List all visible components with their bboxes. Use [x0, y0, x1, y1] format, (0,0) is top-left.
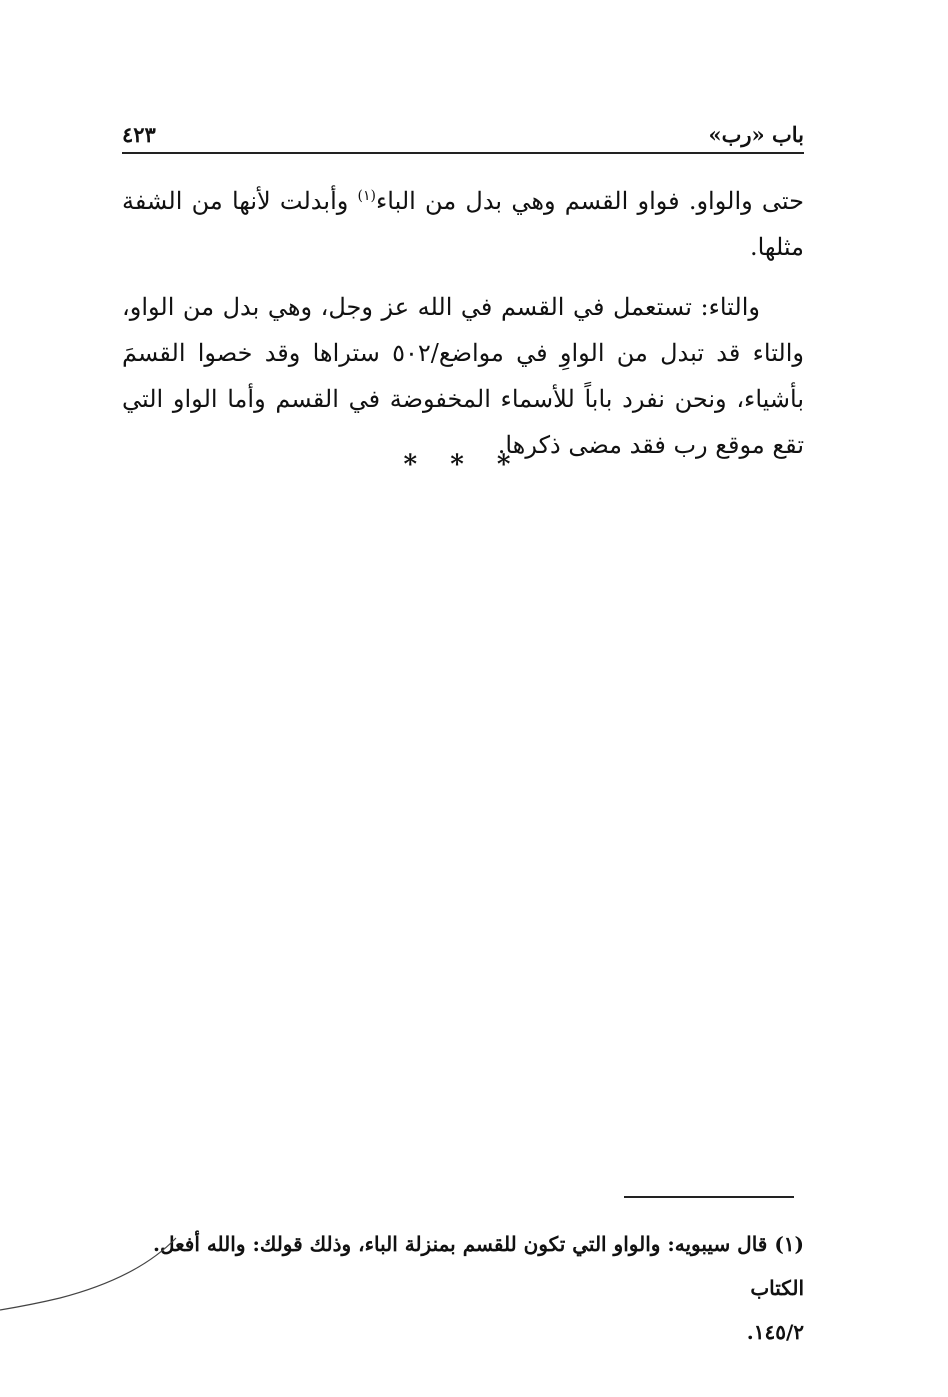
paragraph-2: والتاء: تستعمل في القسم في الله عز وجل، وهي بدل من الواو، والتاء قد تبدل من الواوِ في مواضع/٥٠٢ ستراها وقد خصوا القسمَ بأشياء، ونحن نفرد باباً للأسماء المخفوضة في القسم وأما الواو التي تقع موقع رب فقد مضى ذكرها. [122, 293, 804, 459]
header-rule [122, 152, 804, 154]
section-separator: * * * [403, 450, 523, 480]
paragraph-1-text: حتى والواو. فواو القسم وهي بدل من الباء [376, 187, 804, 215]
footnote-line-2: ١٤٥/٢. [746, 1320, 804, 1344]
paragraph-1-rest: وأبدلت لأنها من الشفة مثلها. [122, 187, 804, 261]
pen-stroke-mark [0, 1230, 180, 1320]
page-header [122, 118, 804, 152]
running-title: باب «رب» [708, 122, 804, 147]
paragraph-1 [122, 178, 804, 270]
footnote-reference[interactable]: (١) [357, 188, 377, 204]
footnote-line-1: (١) قال سيبويه: والواو التي تكون للقسم بمنزلة الباء، وذلك قولك: والله أفعل. الكتاب [153, 1232, 804, 1300]
page-number: ٤٢٣ [122, 122, 156, 147]
footnote [112, 1222, 804, 1354]
footnote-rule [624, 1196, 794, 1198]
body-text [122, 178, 804, 482]
